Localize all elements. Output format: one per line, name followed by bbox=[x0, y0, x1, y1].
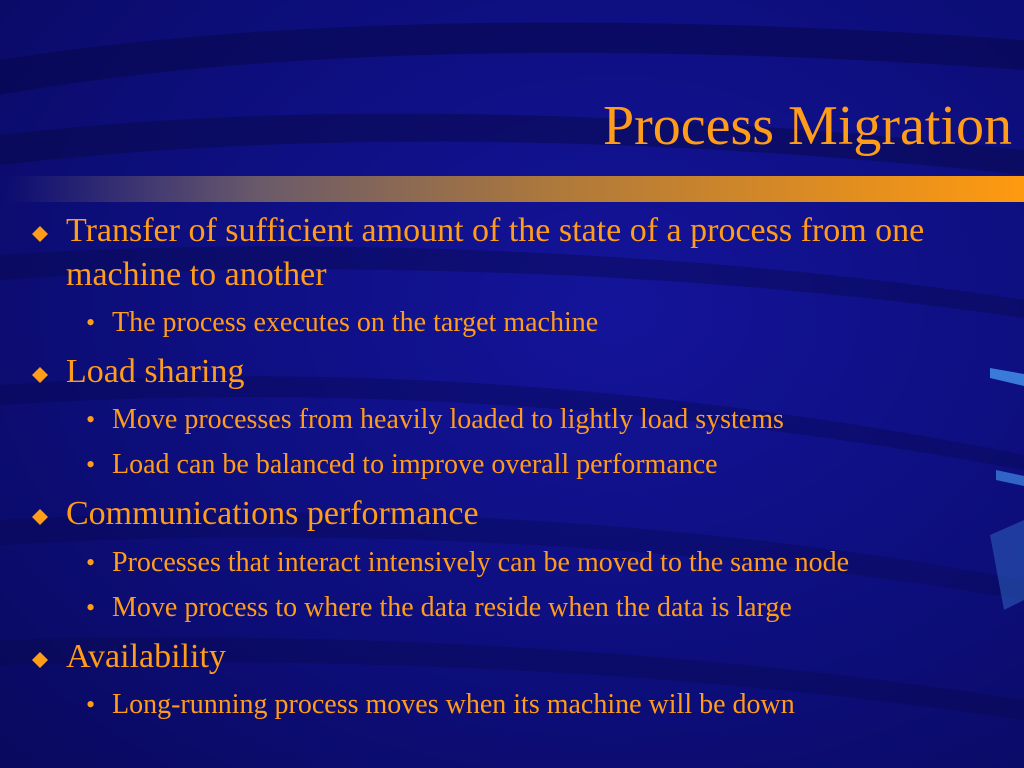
bullet-item-text: Availability bbox=[66, 638, 226, 675]
bullet-item-text: Communications performance bbox=[66, 495, 479, 532]
slide-title: Process Migration bbox=[602, 95, 1012, 157]
sub-bullet-dot: • bbox=[86, 593, 96, 622]
sub-bullet-dot: • bbox=[86, 308, 96, 337]
bullet-item-text: Load sharing bbox=[66, 353, 245, 390]
sub-bullet-text: Move process to where the data reside when the data is large bbox=[112, 592, 792, 623]
diamond-icon bbox=[31, 651, 49, 669]
sub-bullet-text: Load can be balanced to improve overall performance bbox=[112, 449, 718, 480]
sub-bullet-text: The process executes on the target machine bbox=[112, 307, 599, 338]
sub-bullet-text: Processes that interact intensively can be moved to the same node bbox=[112, 547, 850, 578]
diamond-icon bbox=[31, 225, 49, 243]
diamond-icon bbox=[31, 508, 49, 526]
sub-bullet-dot: • bbox=[86, 405, 96, 434]
sub-bullet-dot: • bbox=[86, 548, 96, 577]
sub-bullet-dot: • bbox=[86, 690, 96, 719]
diamond-icon bbox=[31, 366, 49, 384]
sub-bullet-dot: • bbox=[86, 450, 96, 479]
sub-bullet-text: Move processes from heavily loaded to lightly load systems bbox=[112, 404, 784, 435]
sub-bullet-text: Long-running process moves when its machine will be down bbox=[112, 689, 795, 720]
bullet-item-text: Transfer of sufficient amount of the state of a process from one machine to another bbox=[66, 212, 925, 293]
